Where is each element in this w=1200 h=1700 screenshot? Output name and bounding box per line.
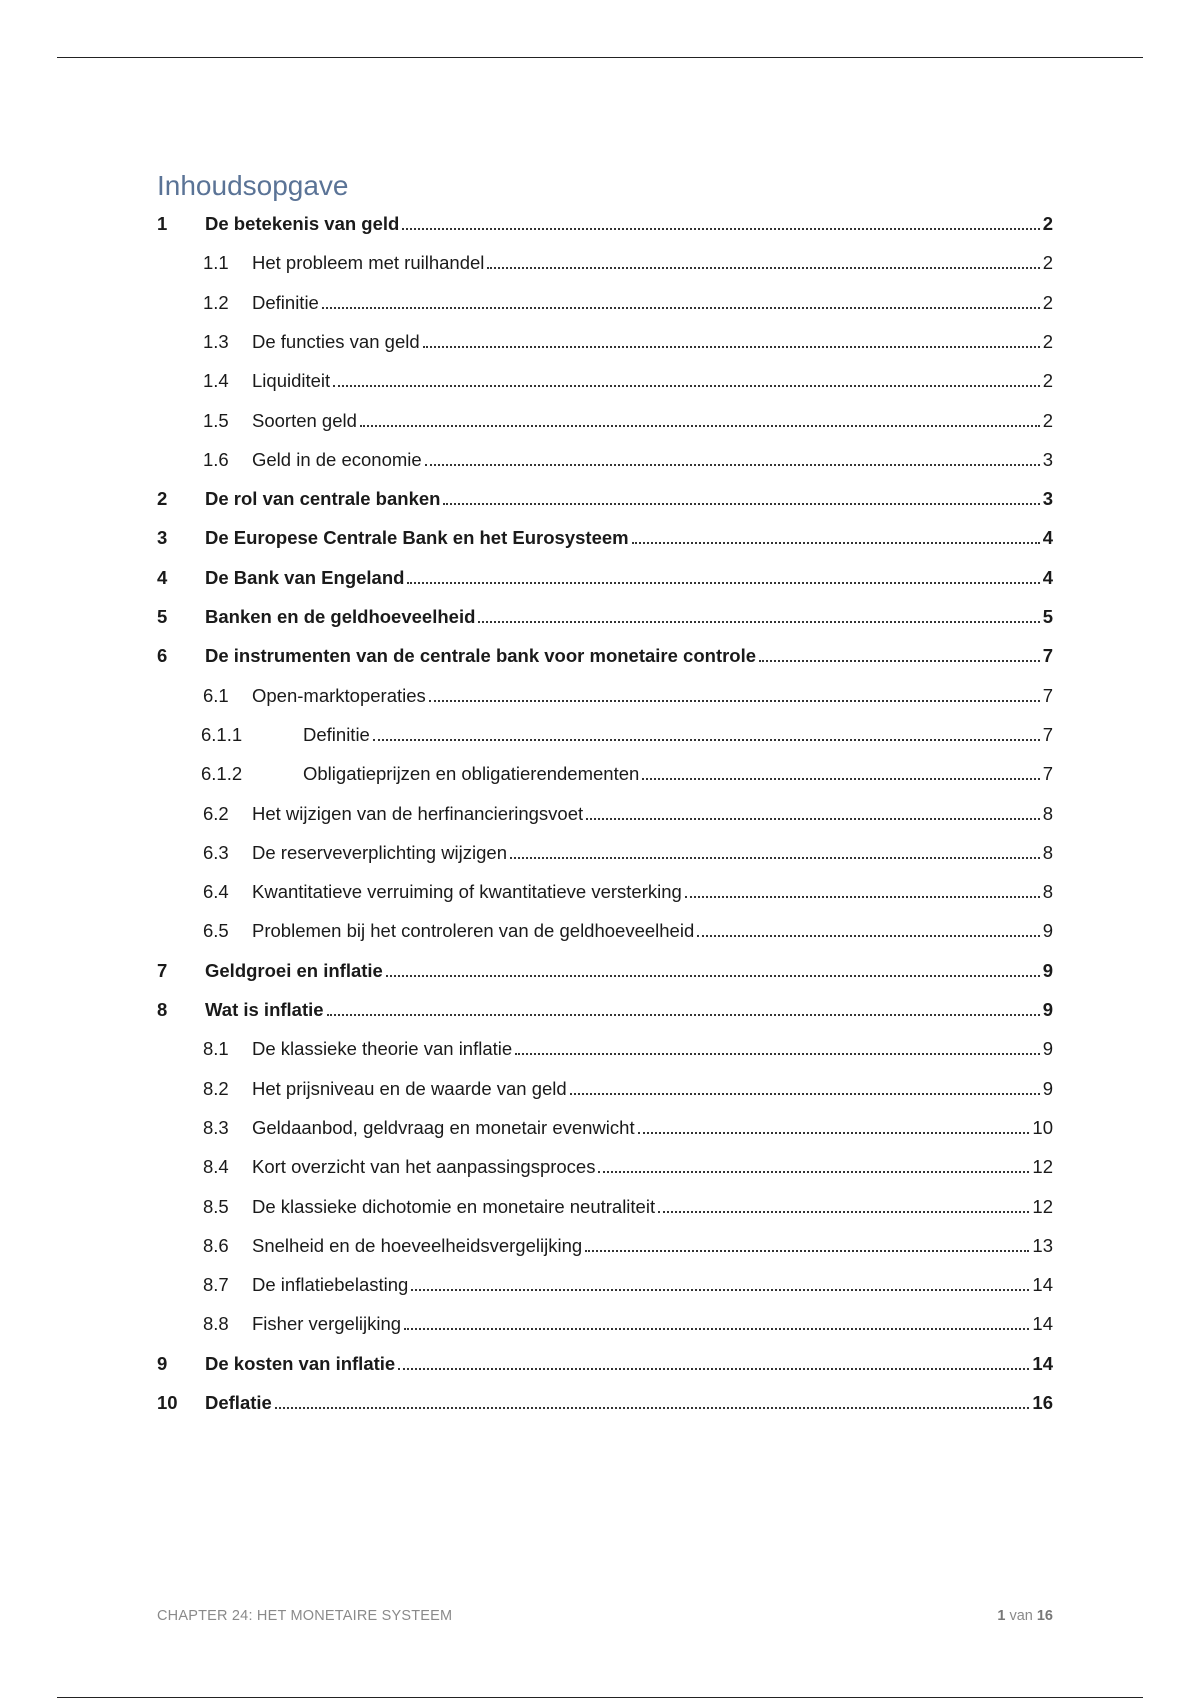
toc-entry-title: Definitie xyxy=(252,291,319,313)
toc-dot-leader xyxy=(638,1132,1030,1134)
toc-dot-leader xyxy=(570,1093,1040,1095)
toc-entry-title: Snelheid en de hoeveelheidsvergelijking xyxy=(252,1234,583,1256)
toc-entry-title: De reserveverplichting wijzigen xyxy=(252,841,507,863)
toc-dot-leader xyxy=(404,1328,1029,1330)
toc-entry-page: 13 xyxy=(1032,1234,1053,1256)
toc-entry[interactable] xyxy=(157,244,1053,274)
toc-dot-leader xyxy=(360,425,1040,427)
toc-dot-leader xyxy=(386,975,1040,977)
toc-entry-page: 12 xyxy=(1032,1156,1053,1178)
toc-entry-number: 8.8 xyxy=(203,1313,229,1335)
toc-entry-number: 6.1.1 xyxy=(201,723,243,745)
toc-entry[interactable] xyxy=(157,1384,1053,1414)
toc-dot-leader xyxy=(510,857,1040,859)
toc-entry-page: 10 xyxy=(1032,1116,1053,1138)
toc-entry-title: Open-marktoperaties xyxy=(252,684,426,706)
toc-dot-leader xyxy=(423,346,1040,348)
toc-entry-title: Geldgroei en inflatie xyxy=(205,959,383,981)
toc-entry-title: De betekenis van geld xyxy=(205,213,400,234)
toc-entry[interactable] xyxy=(157,205,1053,235)
toc-entry-number: 9 xyxy=(157,1352,168,1374)
toc-entry-page: 8 xyxy=(1042,881,1053,903)
toc-dot-leader xyxy=(443,503,1039,505)
toc-entry-title: Liquiditeit xyxy=(252,370,331,392)
toc-dot-leader xyxy=(398,1368,1029,1370)
toc-entry-title: De rol van centrale banken xyxy=(205,488,441,510)
toc-entry-page: 7 xyxy=(1042,723,1053,745)
toc-entry-page: 9 xyxy=(1042,1077,1053,1099)
toc-entry-page: 12 xyxy=(1032,1195,1053,1217)
toc-entry-number: 1.1 xyxy=(203,252,229,274)
toc-entry-title: Obligatieprijzen en obligatierendementen xyxy=(303,763,640,785)
toc-entry-title: De Europese Centrale Bank en het Eurosysteem xyxy=(205,527,629,549)
toc-entry-page: 14 xyxy=(1032,1352,1053,1374)
toc-entry[interactable] xyxy=(157,362,1053,392)
toc-dot-leader xyxy=(425,464,1040,466)
toc-entry-number: 4 xyxy=(157,566,168,588)
toc-entry-number: 8.3 xyxy=(203,1116,229,1138)
toc-entry[interactable] xyxy=(157,873,1053,903)
toc-dot-leader xyxy=(373,739,1040,741)
toc-entry-page: 2 xyxy=(1042,409,1053,431)
toc-entry-title: De inflatiebelasting xyxy=(252,1274,409,1296)
toc-entry-title: Definitie xyxy=(303,723,370,745)
toc-entry-page: 3 xyxy=(1042,488,1053,510)
toc-entry-number: 8.1 xyxy=(203,1038,229,1060)
toc-entry[interactable] xyxy=(157,559,1053,589)
toc-dot-leader xyxy=(275,1407,1030,1409)
toc-entry-page: 7 xyxy=(1042,684,1053,706)
toc-entry[interactable] xyxy=(157,1109,1053,1139)
toc-entry-title: Deflatie xyxy=(205,1392,272,1413)
toc-dot-leader xyxy=(322,307,1040,309)
toc-entry-number: 6.2 xyxy=(203,802,229,824)
toc-entry[interactable] xyxy=(157,637,1053,667)
toc-entry[interactable] xyxy=(157,677,1053,707)
toc-dot-leader xyxy=(333,385,1040,387)
toc-entry-page: 2 xyxy=(1042,213,1053,234)
toc-entry-page: 2 xyxy=(1042,330,1053,352)
toc-entry-number: 1.6 xyxy=(203,448,229,470)
toc-dot-leader xyxy=(586,818,1040,820)
toc-entry[interactable] xyxy=(157,1266,1053,1296)
toc-entry[interactable] xyxy=(157,912,1053,942)
footer-chapter: CHAPTER 24: HET MONETAIRE SYSTEEM xyxy=(157,1608,453,1624)
toc-entry-number: 2 xyxy=(157,488,168,510)
toc-entry-page: 7 xyxy=(1042,763,1053,785)
toc-entry-number: 3 xyxy=(157,527,168,549)
toc-entry-title: Fisher vergelijking xyxy=(252,1313,402,1335)
toc-dot-leader xyxy=(487,267,1039,269)
toc-entry[interactable] xyxy=(157,1188,1053,1218)
toc-entry-page: 8 xyxy=(1042,841,1053,863)
toc-entry-number: 8.7 xyxy=(203,1274,229,1296)
toc-entry-title: Banken en de geldhoeveelheid xyxy=(205,606,476,627)
toc-entry[interactable] xyxy=(157,952,1053,982)
toc-entry-page: 4 xyxy=(1042,527,1053,549)
toc-entry-number: 5 xyxy=(157,606,168,627)
toc-entry-number: 8 xyxy=(157,999,168,1020)
toc-dot-leader xyxy=(411,1289,1029,1291)
toc-dot-leader xyxy=(585,1250,1029,1252)
toc-entry-title: De klassieke dichotomie en monetaire neutraliteit xyxy=(252,1195,656,1217)
toc-entry-title: Problemen bij het controleren van de geldhoeveelheid xyxy=(252,920,695,942)
toc-entry[interactable] xyxy=(157,1030,1053,1060)
footer-rule xyxy=(57,1697,1143,1698)
toc-entry-number: 8.2 xyxy=(203,1077,229,1099)
footer-page-current: 1 xyxy=(997,1608,1006,1624)
toc-entry-page: 8 xyxy=(1042,802,1053,824)
toc-entry-title: Het prijsniveau en de waarde van geld xyxy=(252,1077,567,1099)
toc-entry[interactable] xyxy=(157,1227,1053,1257)
toc-entry-title: Geldaanbod, geldvraag en monetair evenwicht xyxy=(252,1116,635,1138)
toc-entry-title: De Bank van Engeland xyxy=(205,566,405,588)
toc-entry[interactable] xyxy=(157,323,1053,353)
footer-page-total: 16 xyxy=(1036,1608,1053,1624)
toc-entry-number: 6.1.2 xyxy=(201,763,243,785)
toc-entry-title: Wat is inflatie xyxy=(205,999,324,1020)
toc-entry[interactable] xyxy=(157,519,1053,549)
toc-dot-leader xyxy=(598,1171,1029,1173)
toc-dot-leader xyxy=(402,228,1039,230)
toc-entry-page: 2 xyxy=(1042,370,1053,392)
toc-entry-title: De kosten van inflatie xyxy=(205,1352,396,1374)
toc-entry-title: Het probleem met ruilhandel xyxy=(252,252,485,274)
toc-entry-number: 6.1 xyxy=(203,684,229,706)
toc-entry-title: Soorten geld xyxy=(252,409,357,431)
toc-entry-page: 9 xyxy=(1042,920,1053,942)
toc-entry-page: 9 xyxy=(1042,999,1053,1020)
toc-dot-leader xyxy=(478,621,1039,623)
toc-dot-leader xyxy=(327,1014,1040,1016)
toc-entry-title: De klassieke theorie van inflatie xyxy=(252,1038,513,1060)
toc-entry-page: 4 xyxy=(1042,566,1053,588)
toc-entry[interactable] xyxy=(157,598,1053,628)
toc-entry-title: Het wijzigen van de herfinancieringsvoet xyxy=(252,802,584,824)
toc-entry[interactable] xyxy=(157,795,1053,825)
footer-page-number xyxy=(997,1608,1053,1624)
toc-entry-number: 1 xyxy=(157,213,168,234)
toc-dot-leader xyxy=(685,896,1040,898)
toc-entry[interactable] xyxy=(157,402,1053,432)
toc-entry-number: 8.4 xyxy=(203,1156,229,1178)
toc-entry-number: 10 xyxy=(157,1392,178,1413)
toc-dot-leader xyxy=(632,542,1040,544)
toc-entry-number: 6.3 xyxy=(203,841,229,863)
toc-entry[interactable] xyxy=(157,755,1053,785)
toc-entry-number: 6 xyxy=(157,645,168,667)
toc-entry-number: 1.2 xyxy=(203,291,229,313)
toc-entry[interactable] xyxy=(157,1148,1053,1178)
toc-entry[interactable] xyxy=(157,716,1053,746)
toc-entry[interactable] xyxy=(157,441,1053,471)
toc-entry-number: 6.4 xyxy=(203,881,229,903)
toc-dot-leader xyxy=(759,660,1040,662)
toc-entry-page: 5 xyxy=(1042,606,1053,627)
toc-entry-page: 2 xyxy=(1042,291,1053,313)
toc-entry-number: 7 xyxy=(157,959,168,981)
toc-dot-leader xyxy=(515,1053,1040,1055)
toc-entry-number: 1.4 xyxy=(203,370,229,392)
toc-entry-title: De functies van geld xyxy=(252,330,420,352)
toc-entry-number: 8.5 xyxy=(203,1195,229,1217)
toc-entry-number: 1.5 xyxy=(203,409,229,431)
toc-dot-leader xyxy=(658,1211,1029,1213)
toc-entry-number: 1.3 xyxy=(203,330,229,352)
toc-entry-title: Geld in de economie xyxy=(252,448,422,470)
header-rule xyxy=(57,57,1143,58)
toc-entry-number: 8.6 xyxy=(203,1234,229,1256)
toc-entry[interactable] xyxy=(157,1345,1053,1375)
toc-dot-leader xyxy=(697,935,1039,937)
toc-entry-number: 6.5 xyxy=(203,920,229,942)
toc-entry-page: 9 xyxy=(1042,959,1053,981)
toc-entry[interactable] xyxy=(157,1070,1053,1100)
toc-dot-leader xyxy=(429,700,1040,702)
toc-entry-title: Kwantitatieve verruiming of kwantitatieve versterking xyxy=(252,881,682,903)
toc-title: Inhoudsopgave xyxy=(157,170,349,201)
toc-entry-page: 14 xyxy=(1032,1274,1053,1296)
toc-entry-page: 3 xyxy=(1042,448,1053,470)
toc-entry[interactable] xyxy=(157,834,1053,864)
toc-entry[interactable] xyxy=(157,284,1053,314)
footer-page-sep: van xyxy=(1009,1608,1033,1624)
toc-dot-leader xyxy=(407,582,1039,584)
toc-entry[interactable] xyxy=(157,1305,1053,1335)
toc-dot-leader xyxy=(642,778,1039,780)
toc-entry-title: Kort overzicht van het aanpassingsproces xyxy=(252,1156,596,1178)
toc-entry[interactable] xyxy=(157,480,1053,510)
toc-entry-page: 7 xyxy=(1042,645,1053,667)
toc-entry-page: 9 xyxy=(1042,1038,1053,1060)
toc-entry-title: De instrumenten van de centrale bank voor monetaire controle xyxy=(205,645,757,667)
toc-entry-page: 2 xyxy=(1042,252,1053,274)
toc-entry-page: 16 xyxy=(1032,1392,1053,1413)
toc-entry[interactable] xyxy=(157,991,1053,1021)
toc-entry-page: 14 xyxy=(1032,1313,1053,1335)
